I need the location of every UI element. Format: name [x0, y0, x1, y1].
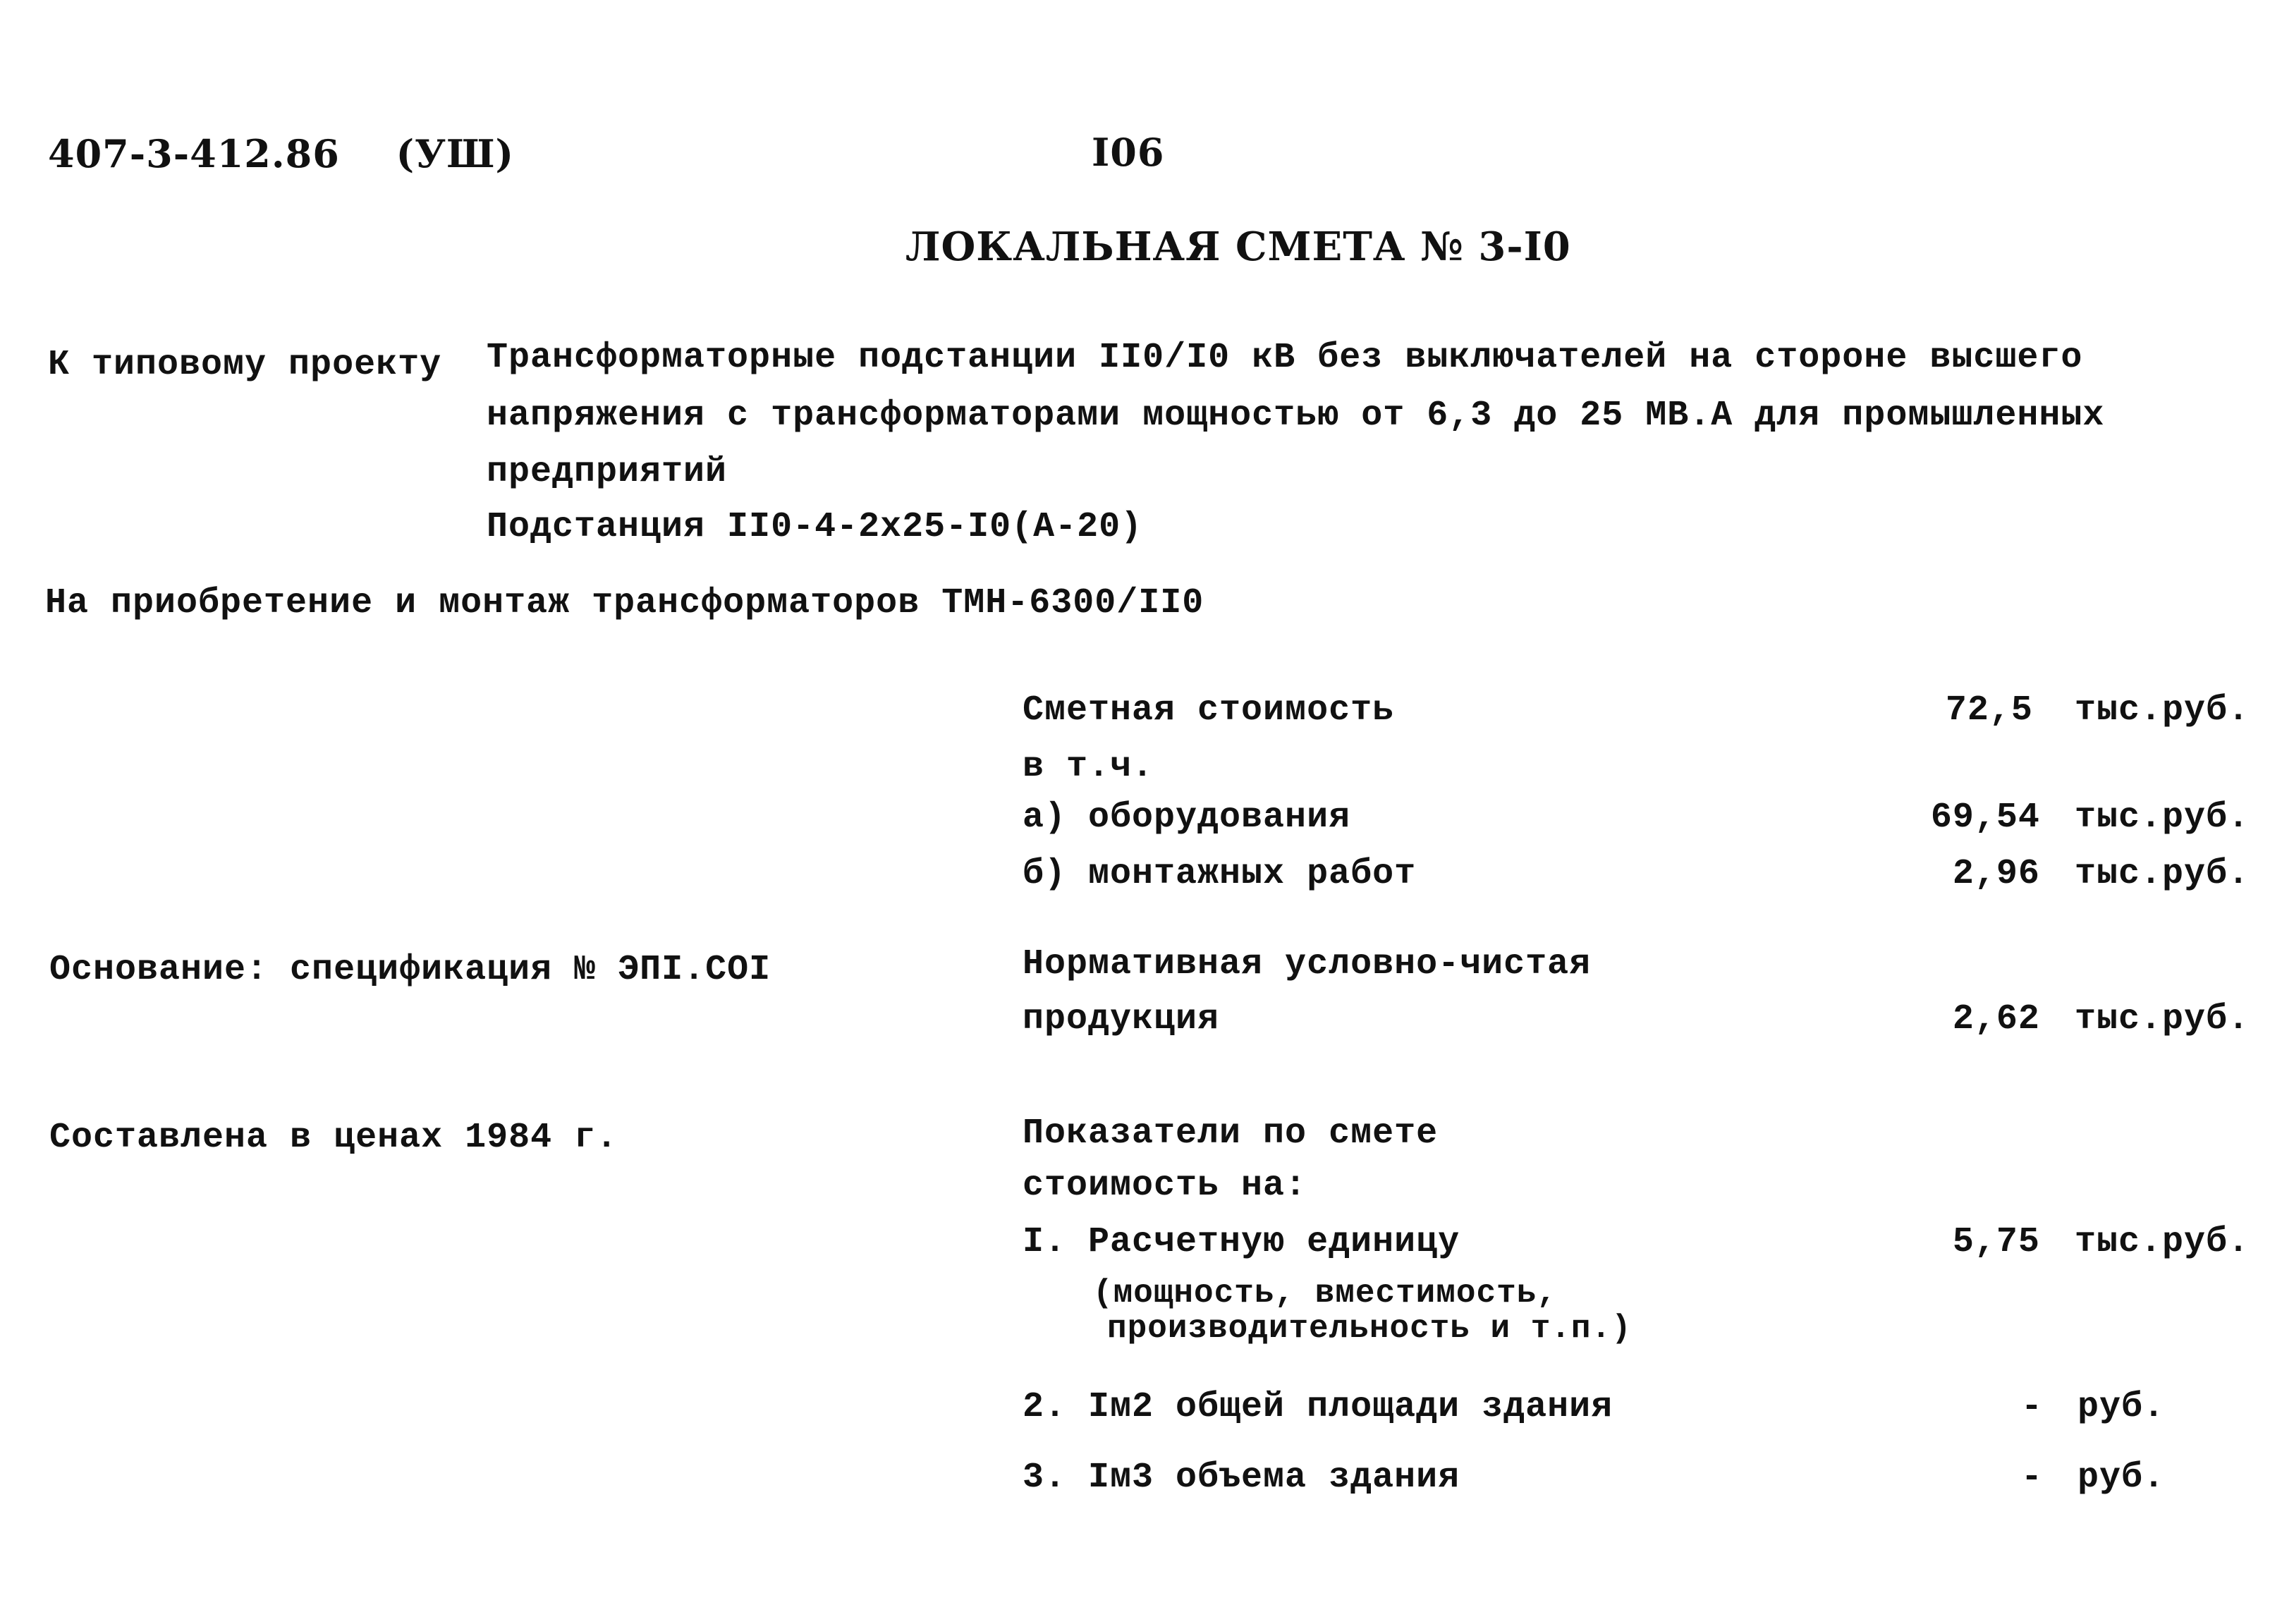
indicator-area-row — [1023, 1386, 2165, 1429]
indicator-volume-label: 3. Iм3 объема здания — [1023, 1458, 1460, 1498]
normative-value: 2,62 тыс.руб. — [1952, 999, 2250, 1039]
total-cost-row — [1023, 690, 2250, 732]
indicator-unit-value: 5,75 тыс.руб. — [1952, 1222, 2250, 1262]
volume-number: (УШ) — [396, 131, 515, 176]
project-line-3: предприятий — [487, 452, 728, 492]
doc-code: 407-3-412.86 — [48, 131, 340, 176]
project-line-2: напряжения с трансформаторами мощностью от 6,3 до 25 МВ.А для промышленных — [487, 396, 2105, 436]
project-line-1: Трансформаторные подстанции II0/I0 кВ без выключателей на стороне высшего — [487, 338, 2083, 378]
indicator-area-value: - руб. — [2020, 1387, 2165, 1427]
indicator-note-1: (мощность, вместимость, — [1093, 1275, 1557, 1312]
purpose-text: На приобретение и монтаж трансформаторов ТМН-6300/II0 — [45, 583, 1204, 623]
indicators-heading-2: стоимость на: — [1023, 1166, 1307, 1206]
indicator-unit-label: I. Расчетную единицу — [1023, 1222, 1460, 1262]
equipment-cost-label: а) оборудования — [1023, 798, 1351, 838]
indicators-heading-1: Показатели по смете — [1023, 1113, 1439, 1154]
indicator-area-label: 2. Iм2 общей площади здания — [1023, 1387, 1613, 1427]
total-cost-label: Сметная стоимость — [1023, 690, 1395, 731]
basis-text: Основание: спецификация № ЭПI.COI — [49, 950, 771, 990]
page-title: ЛОКАЛЬНАЯ СМЕТА № 3-I0 — [905, 224, 1571, 270]
document-code — [48, 133, 514, 175]
prices-year-text: Составлена в ценах 1984 г. — [49, 1118, 618, 1158]
total-cost-value: 72,5 тыс.руб. — [1945, 690, 2250, 731]
indicator-note-2: производительность и т.п.) — [1107, 1310, 1632, 1347]
indicator-volume-value: - руб. — [2020, 1458, 2165, 1498]
including-row — [1023, 746, 2250, 788]
normative-row-1 — [1023, 944, 2250, 986]
installation-cost-value: 2,96 тыс.руб. — [1952, 854, 2250, 894]
indicator-volume-row — [1023, 1457, 2165, 1499]
equipment-cost-row — [1023, 797, 2250, 839]
installation-cost-row — [1023, 853, 2250, 896]
normative-label-1: Нормативная условно-чистая — [1023, 944, 1592, 984]
including-label: в т.ч. — [1023, 747, 1154, 787]
indicator-unit-row — [1023, 1221, 2250, 1264]
project-line-4: Подстанция II0-4-2х25-I0(А-20) — [487, 507, 1143, 547]
project-label: К типовому проекту — [48, 345, 442, 385]
normative-row-2 — [1023, 999, 2250, 1041]
normative-label-2: продукция — [1023, 999, 1220, 1039]
page-number: I06 — [1092, 130, 1165, 175]
installation-cost-label: б) монтажных работ — [1023, 854, 1417, 894]
equipment-cost-value: 69,54 тыс.руб. — [1930, 798, 2250, 838]
